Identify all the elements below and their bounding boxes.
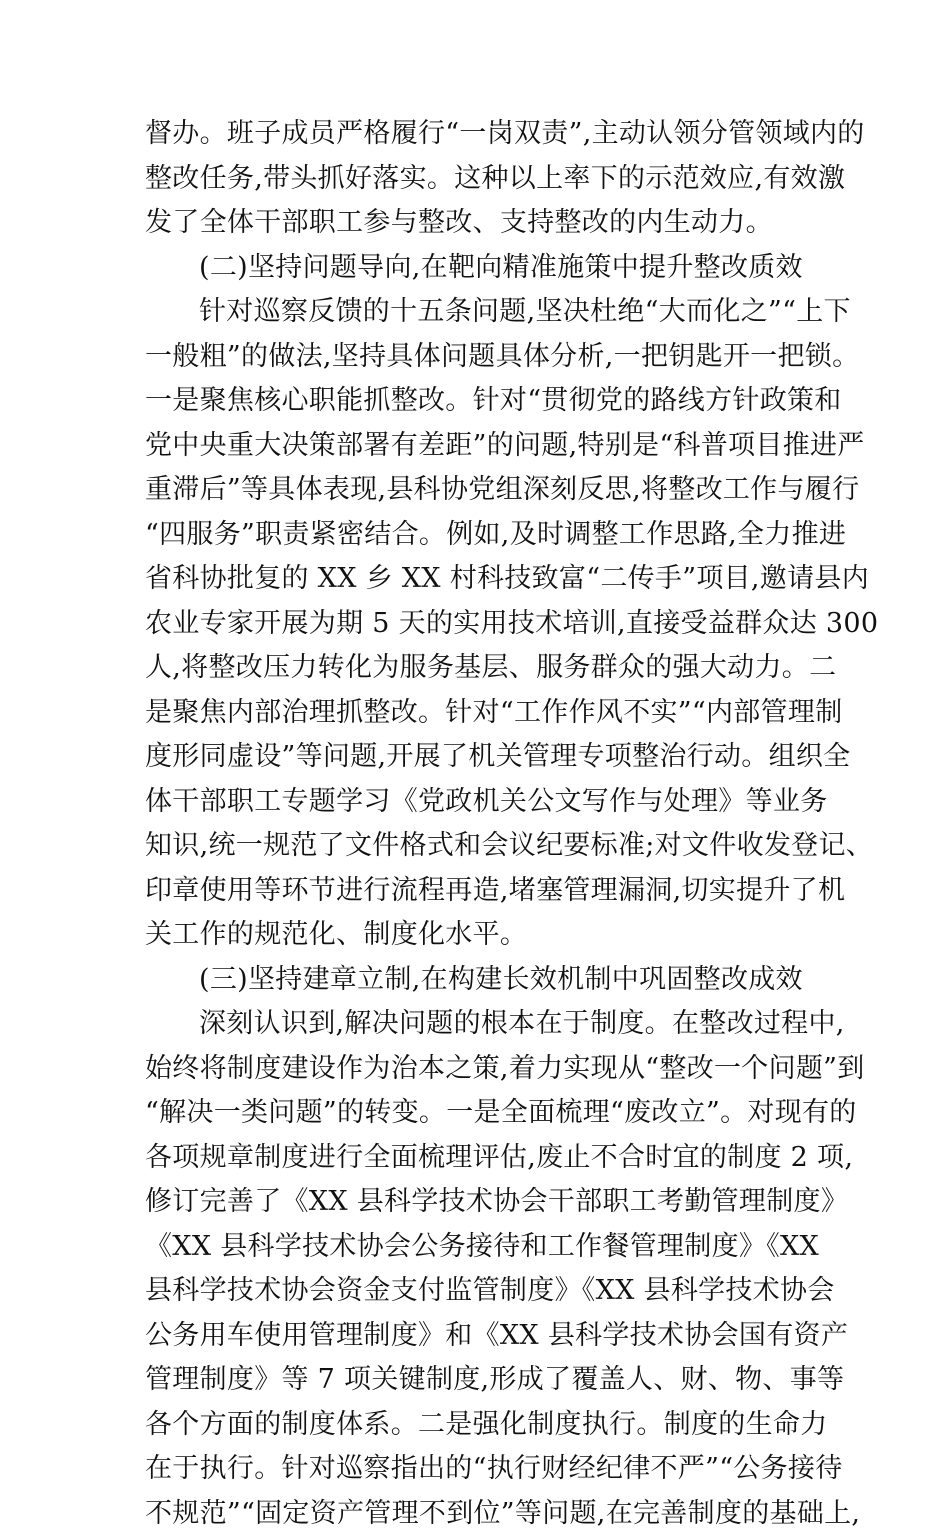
text-line: 一般粗”的做法,坚持具体问题具体分析,一把钥匙开一把锁。 bbox=[145, 335, 810, 380]
paragraph-start-line: (二)坚持问题导向,在靶向精准施策中提升整改质效 bbox=[145, 246, 810, 291]
text-line: “解决一类问题”的转变。一是全面梳理“废改立”。对现有的 bbox=[145, 1091, 810, 1136]
text-line: 知识,统一规范了文件格式和会议纪要标准;对文件收发登记、 bbox=[145, 824, 810, 869]
text-line: 县科学技术协会资金支付监管制度》《XX 县科学技术协会 bbox=[145, 1269, 810, 1314]
text-line: 公务用车使用管理制度》和《XX 县科学技术协会国有资产 bbox=[145, 1314, 810, 1359]
text-line: 人,将整改压力转化为服务基层、服务群众的强大动力。二 bbox=[145, 646, 810, 691]
text-line: 始终将制度建设作为治本之策,着力实现从“整改一个问题”到 bbox=[145, 1047, 810, 1092]
document-body bbox=[145, 112, 810, 1536]
paragraph-start-line: 深刻认识到,解决问题的根本在于制度。在整改过程中, bbox=[145, 1002, 810, 1047]
text-line: 各项规章制度进行全面梳理评估,废止不合时宜的制度 2 项, bbox=[145, 1136, 810, 1181]
text-line: 农业专家开展为期 5 天的实用技术培训,直接受益群众达 300 bbox=[145, 602, 810, 647]
text-line: 修订完善了《XX 县科学技术协会干部职工考勤管理制度》 bbox=[145, 1180, 810, 1225]
paragraph-start-line: 针对巡察反馈的十五条问题,坚决杜绝“大而化之”“上下 bbox=[145, 290, 810, 335]
text-line: 整改任务,带头抓好落实。这种以上率下的示范效应,有效激 bbox=[145, 157, 810, 202]
text-line: 在于执行。针对巡察指出的“执行财经纪律不严”“公务接待 bbox=[145, 1447, 810, 1492]
text-line: 一是聚焦核心职能抓整改。针对“贯彻党的路线方针政策和 bbox=[145, 379, 810, 424]
text-line: 不规范”“固定资产管理不到位”等问题,在完善制度的基础上, bbox=[145, 1492, 810, 1536]
text-line: 重滞后”等具体表现,县科协党组深刻反思,将整改工作与履行 bbox=[145, 468, 810, 513]
text-line: 发了全体干部职工参与整改、支持整改的内生动力。 bbox=[145, 201, 810, 246]
text-line: 党中央重大决策部署有差距”的问题,特别是“科普项目推进严 bbox=[145, 424, 810, 469]
text-line: “四服务”职责紧密结合。例如,及时调整工作思路,全力推进 bbox=[145, 513, 810, 558]
text-line: 体干部职工专题学习《党政机关公文写作与处理》等业务 bbox=[145, 780, 810, 825]
text-line: 督办。班子成员严格履行“一岗双责”,主动认领分管领域内的 bbox=[145, 112, 810, 157]
text-line: 是聚焦内部治理抓整改。针对“工作作风不实”“内部管理制 bbox=[145, 691, 810, 736]
text-line: 各个方面的制度体系。二是强化制度执行。制度的生命力 bbox=[145, 1403, 810, 1448]
text-line: 度形同虚设”等问题,开展了机关管理专项整治行动。组织全 bbox=[145, 735, 810, 780]
text-line: 印章使用等环节进行流程再造,堵塞管理漏洞,切实提升了机 bbox=[145, 869, 810, 914]
text-line: 关工作的规范化、制度化水平。 bbox=[145, 913, 810, 958]
paragraph-start-line: (三)坚持建章立制,在构建长效机制中巩固整改成效 bbox=[145, 958, 810, 1003]
text-line: 《XX 县科学技术协会公务接待和工作餐管理制度》《XX bbox=[145, 1225, 810, 1270]
text-line: 管理制度》等 7 项关键制度,形成了覆盖人、财、物、事等 bbox=[145, 1358, 810, 1403]
text-line: 省科协批复的 XX 乡 XX 村科技致富“二传手”项目,邀请县内 bbox=[145, 557, 810, 602]
